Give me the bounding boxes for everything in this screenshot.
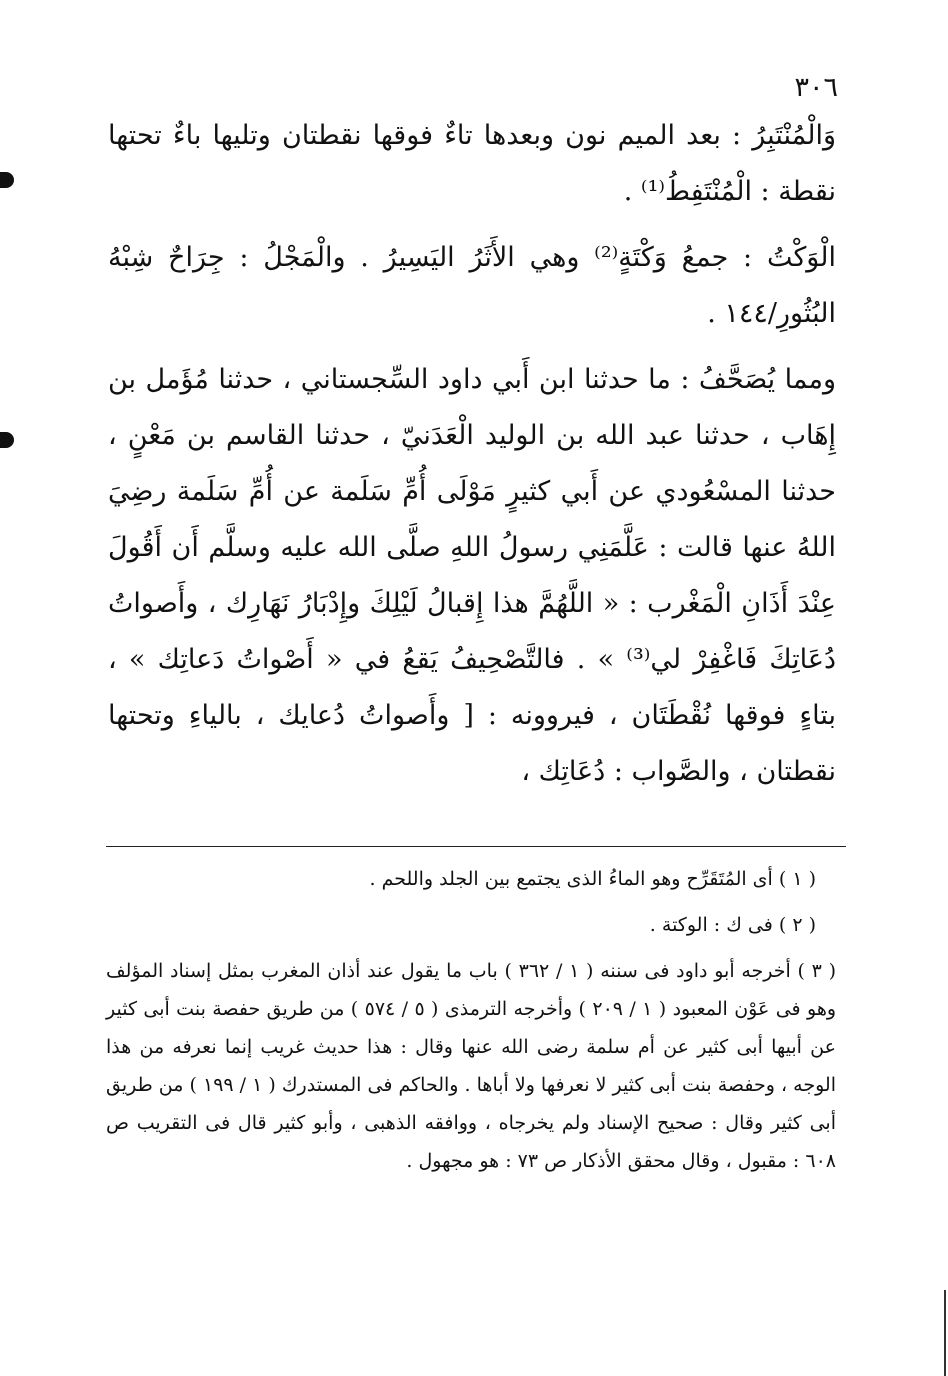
paragraph-muntabir: وَالْمُنْتَبِرُ : بعد الميم نون وبعدها تاءٌ فوقها نقطتان وتليها باءٌ تحتها نقطة : الْمُنْتَفِطُ⁽¹⁾ . (108, 120, 836, 207)
paragraph-wakt: الْوَكْتُ : جمعُ وَكْتَةٍ⁽²⁾ وهي الأَثَرُ اليَسِيرُ . والْمَجْلُ : جِرَاحٌ شِبْهُ البُثُورِ/١٤٤ . (108, 242, 836, 329)
page-edge-line (944, 1290, 946, 1376)
footnote-1: ( ١ ) أى المُتَقَرِّح وهو الماءُ الذى يجتمع بين الجلد واللحم . (369, 868, 816, 890)
footnote-divider (106, 846, 846, 847)
footnote-2: ( ٢ ) فى ك : الوكتة . (649, 914, 816, 936)
footnotes (106, 860, 836, 1188)
binding-hole-mark (0, 432, 14, 448)
main-text (108, 108, 836, 800)
binding-hole-mark (0, 172, 14, 188)
paragraph-hadith: ومما يُصَحَّفُ : ما حدثنا ابن أَبي داود السِّجستاني ، حدثنا مُؤَمل بن إِهَاب ، حدثنا عبد الله بن الوليد الْعَدَنيّ ، حدثنا القاسم بن مَعْنٍ ، حدثنا المسْعُودي عن أَبي كثيرٍ مَوْلَى أُمِّ سَلَمة عن أُمِّ سَلَمة رضِيَ اللهُ عنها قالت : عَلَّمَنِي رسولُ اللهِ صلَّى الله عليه وسلَّم أَن أَقُولَ عِنْدَ أَذَانِ الْمَغْرب : « اللَّهُمَّ هذا إِقبالُ لَيْلِكَ وإِدْبَارُ نَهَارِك ، وأَصواتُ دُعَاتِكَ فَاغْفِرْ لي⁽³⁾ » . فالتَّصْحِيفُ يَقعُ في « أَصْواتُ دَعاتِك » ، بتاءٍ فوقها نُقْطَتَان ، فيروونه : [ وأَصواتُ دُعايك ، بالياءِ وتحتها نقطتان ، والصَّواب : دُعَاتِك ، (108, 364, 837, 787)
page-number: ٣٠٦ (794, 72, 838, 103)
footnote-3: ( ٣ ) أخرجه أبو داود فى سننه ( ١ / ٣٦٢ ) باب ما يقول عند أذان المغرب بمثل إسناد المؤلف وهو فى عَوْن المعبود ( ١ / ٢٠٩ ) وأخرجه الترمذى ( ٥ / ٥٧٤ ) من طريق حفصة بنت أبى كثير عن أبيها أبى كثير عن أم سلمة رضى الله عنها وقال : هذا حديث غريب إنما نعرفه من هذا الوجه ، وحفصة بنت أبى كثير لا نعرفها ولا أباها . والحاكم فى المستدرك ( ١ / ١٩٩ ) من طريق أبى كثير وقال : صحيح الإسناد ولم يخرجاه ، ووافقه الذهبى ، وأبو كثير قال فى التقريب ص ٦٠٨ : مقبول ، وقال محقق الأذكار ص ٧٣ : هو مجهول . (106, 960, 837, 1172)
